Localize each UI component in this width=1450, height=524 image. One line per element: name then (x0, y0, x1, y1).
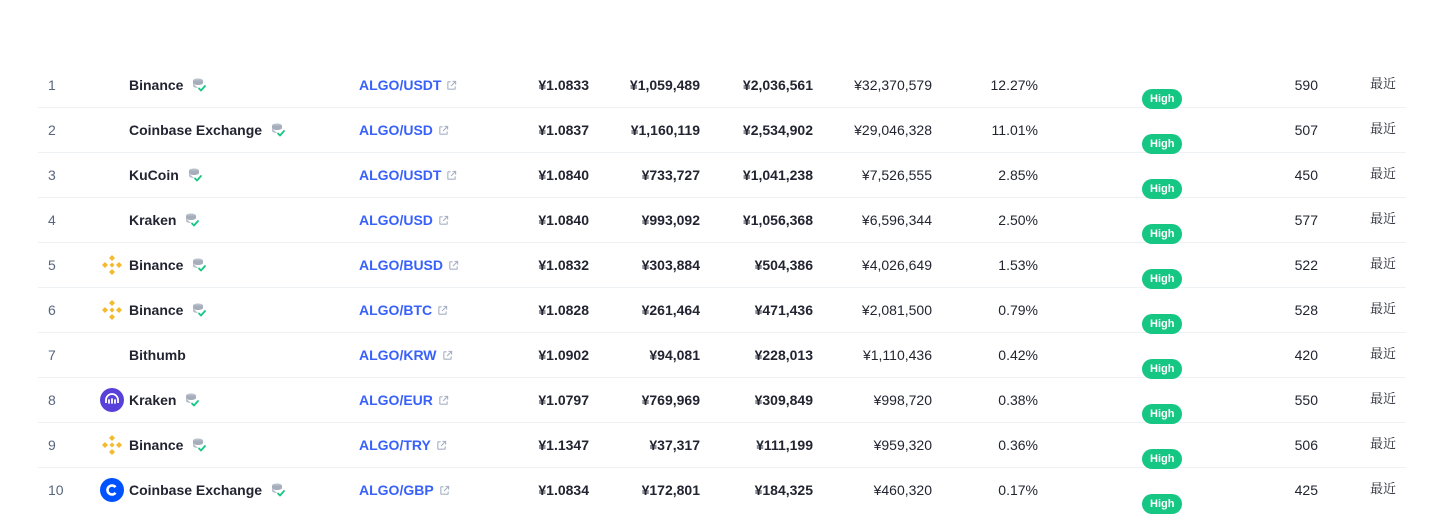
exchange-name[interactable] (129, 423, 207, 467)
table-row[interactable] (38, 423, 1406, 468)
pair-label[interactable]: ALGO/USD (359, 212, 433, 228)
confidence (1142, 210, 1182, 240)
pair-label[interactable]: ALGO/USDT (359, 167, 442, 183)
pair-link[interactable] (359, 243, 459, 287)
pair-link[interactable] (359, 153, 457, 197)
confidence-badge: High (1142, 359, 1182, 379)
depth-plus-2: ¥1,160,119 (630, 122, 700, 138)
liquidity-score: 550 (1294, 392, 1318, 408)
depth-minus-2: ¥471,436 (754, 302, 813, 318)
verified-reserves-icon[interactable] (191, 77, 207, 93)
confidence (1142, 345, 1182, 375)
table-row[interactable] (38, 378, 1406, 423)
price: ¥1.0832 (538, 257, 589, 273)
depth-minus-2: ¥504,386 (754, 257, 813, 273)
exchange-name[interactable] (129, 243, 207, 287)
exchange-name-label[interactable]: Binance (129, 257, 184, 273)
price: ¥1.0840 (538, 167, 589, 183)
pair-link[interactable] (359, 108, 449, 152)
exchange-name-label[interactable]: KuCoin (129, 167, 179, 183)
pair-label[interactable]: ALGO/GBP (359, 482, 434, 498)
updated: 最近 (1369, 167, 1396, 182)
rank-number: 7 (48, 347, 56, 363)
exchange-name[interactable] (129, 198, 200, 242)
volume: ¥6,596,344 (861, 212, 932, 228)
depth-minus-2: ¥2,534,902 (742, 122, 813, 138)
confidence (1142, 435, 1182, 465)
rank-number: 4 (48, 212, 56, 228)
table-row[interactable] (38, 63, 1406, 108)
rank-number: 5 (48, 257, 56, 273)
pair-label[interactable]: ALGO/BUSD (359, 257, 443, 273)
verified-reserves-icon[interactable] (270, 482, 286, 498)
confidence-badge: High (1142, 134, 1182, 154)
rank-number: 9 (48, 437, 56, 453)
exchange-name[interactable] (129, 153, 203, 197)
verified-reserves-icon[interactable] (191, 437, 207, 453)
confidence (1142, 300, 1182, 330)
confidence-badge: High (1142, 314, 1182, 334)
volume-share: 0.17% (998, 482, 1038, 498)
depth-minus-2: ¥1,056,368 (742, 212, 813, 228)
updated: 最近 (1369, 347, 1396, 362)
volume: ¥959,320 (873, 437, 932, 453)
table-row[interactable] (38, 243, 1406, 288)
liquidity-score: 577 (1294, 212, 1318, 228)
verified-reserves-icon[interactable] (191, 302, 207, 318)
depth-plus-2: ¥94,081 (649, 347, 700, 363)
pair-label[interactable]: ALGO/TRY (359, 437, 431, 453)
price: ¥1.0828 (538, 302, 589, 318)
pair-link[interactable] (359, 333, 453, 377)
volume-share: 11.01% (991, 122, 1038, 138)
volume-share: 2.50% (998, 212, 1038, 228)
verified-reserves-icon[interactable] (184, 212, 200, 228)
pair-link[interactable] (359, 198, 449, 242)
pair-label[interactable]: ALGO/KRW (359, 347, 437, 363)
confidence-badge: High (1142, 494, 1182, 514)
volume: ¥2,081,500 (861, 302, 932, 318)
price: ¥1.0837 (538, 122, 589, 138)
rank-number: 1 (48, 77, 56, 93)
exchange-name-label[interactable]: Binance (129, 437, 184, 453)
external-link-icon[interactable] (438, 395, 449, 406)
price: ¥1.0840 (538, 212, 589, 228)
confidence-badge: High (1142, 224, 1182, 244)
exchange-name-label[interactable]: Bithumb (129, 347, 186, 363)
external-link-icon[interactable] (448, 260, 459, 271)
external-link-icon[interactable] (446, 170, 457, 181)
external-link-icon[interactable] (446, 80, 457, 91)
exchange-name[interactable] (129, 468, 286, 512)
updated: 最近 (1369, 122, 1396, 137)
depth-plus-2: ¥733,727 (641, 167, 700, 183)
table-row[interactable] (38, 153, 1406, 198)
depth-plus-2: ¥37,317 (649, 437, 700, 453)
confidence (1142, 390, 1182, 420)
verified-reserves-icon[interactable] (191, 257, 207, 273)
volume-share: 0.36% (998, 437, 1038, 453)
volume-share: 0.38% (998, 392, 1038, 408)
depth-minus-2: ¥1,041,238 (742, 167, 813, 183)
confidence (1142, 120, 1182, 150)
liquidity-score: 420 (1294, 347, 1318, 363)
price: ¥1.0902 (538, 347, 589, 363)
markets-table (38, 63, 1406, 512)
depth-plus-2: ¥769,969 (641, 392, 700, 408)
price: ¥1.0833 (538, 77, 589, 93)
depth-minus-2: ¥228,013 (754, 347, 813, 363)
table-row[interactable] (38, 288, 1406, 333)
confidence-badge: High (1142, 404, 1182, 424)
updated: 最近 (1369, 437, 1396, 452)
pair-label[interactable]: ALGO/USDT (359, 77, 442, 93)
volume: ¥32,370,579 (854, 77, 932, 93)
exchange-name-label[interactable]: Binance (129, 77, 184, 93)
exchange-name[interactable] (129, 63, 207, 107)
price: ¥1.0834 (538, 482, 589, 498)
liquidity-score: 450 (1294, 167, 1318, 183)
table-row[interactable] (38, 108, 1406, 153)
updated: 最近 (1369, 257, 1396, 272)
exchange-name-label[interactable]: Coinbase Exchange (129, 482, 263, 498)
verified-reserves-icon[interactable] (184, 392, 200, 408)
binance-logo-icon (100, 433, 124, 457)
confidence-badge: High (1142, 449, 1182, 469)
depth-plus-2: ¥172,801 (641, 482, 700, 498)
rank-number: 2 (48, 122, 56, 138)
volume: ¥7,526,555 (861, 167, 932, 183)
exchange-name-label[interactable]: Binance (129, 302, 184, 318)
rank-number: 8 (48, 392, 56, 408)
rank-number: 6 (48, 302, 56, 318)
exchange-name-label[interactable]: Kraken (129, 392, 177, 408)
depth-minus-2: ¥309,849 (754, 392, 813, 408)
verified-reserves-icon[interactable] (187, 167, 203, 183)
depth-minus-2: ¥184,325 (754, 482, 813, 498)
table-row[interactable] (38, 198, 1406, 243)
depth-plus-2: ¥993,092 (641, 212, 700, 228)
kraken-logo-icon (100, 388, 124, 412)
binance-logo-icon (100, 253, 124, 277)
pair-label[interactable]: ALGO/USD (359, 122, 433, 138)
liquidity-score: 528 (1294, 302, 1318, 318)
external-link-icon[interactable] (436, 440, 447, 451)
external-link-icon[interactable] (438, 125, 449, 136)
exchange-name-label[interactable]: Coinbase Exchange (129, 122, 263, 138)
coinbase-logo-icon (100, 478, 124, 502)
depth-plus-2: ¥1,059,489 (629, 77, 700, 93)
updated: 最近 (1369, 77, 1396, 92)
depth-plus-2: ¥303,884 (641, 257, 700, 273)
confidence-badge: High (1142, 179, 1182, 199)
confidence (1142, 255, 1182, 285)
exchange-name[interactable] (129, 333, 186, 377)
pair-link[interactable] (359, 423, 447, 467)
liquidity-score: 590 (1294, 77, 1318, 93)
volume-share: 2.85% (998, 167, 1038, 183)
confidence-badge: High (1142, 269, 1182, 289)
pair-link[interactable] (359, 288, 448, 332)
pair-label[interactable]: ALGO/BTC (359, 302, 433, 318)
binance-logo-icon (100, 298, 124, 322)
updated: 最近 (1369, 392, 1396, 407)
confidence (1142, 480, 1182, 510)
external-link-icon[interactable] (439, 485, 450, 496)
volume: ¥29,046,328 (854, 122, 932, 138)
exchange-name[interactable] (129, 288, 207, 332)
volume-share: 0.79% (998, 302, 1038, 318)
pair-link[interactable] (359, 468, 450, 512)
table-row[interactable] (38, 333, 1406, 378)
confidence (1142, 165, 1182, 195)
depth-minus-2: ¥2,036,561 (742, 77, 813, 93)
pair-link[interactable] (359, 378, 449, 422)
exchange-name-label[interactable]: Kraken (129, 212, 177, 228)
volume: ¥1,110,436 (862, 347, 932, 363)
price: ¥1.1347 (538, 437, 589, 453)
volume: ¥998,720 (873, 392, 932, 408)
exchange-name[interactable] (129, 108, 286, 152)
liquidity-score: 507 (1294, 122, 1318, 138)
liquidity-score: 425 (1294, 482, 1318, 498)
rank-number: 10 (48, 482, 64, 498)
updated: 最近 (1369, 482, 1396, 497)
external-link-icon[interactable] (442, 350, 453, 361)
depth-plus-2: ¥261,464 (641, 302, 700, 318)
updated: 最近 (1369, 302, 1396, 317)
pair-label[interactable]: ALGO/EUR (359, 392, 433, 408)
pair-link[interactable] (359, 63, 457, 107)
confidence-badge: High (1142, 89, 1182, 109)
updated: 最近 (1369, 212, 1396, 227)
exchange-name[interactable] (129, 378, 200, 422)
volume-share: 0.42% (998, 347, 1038, 363)
liquidity-score: 506 (1294, 437, 1318, 453)
volume-share: 1.53% (998, 257, 1038, 273)
volume-share: 12.27% (990, 77, 1038, 93)
volume: ¥460,320 (873, 482, 932, 498)
external-link-icon[interactable] (438, 215, 449, 226)
external-link-icon[interactable] (437, 305, 448, 316)
rank-number: 3 (48, 167, 56, 183)
price: ¥1.0797 (538, 392, 589, 408)
confidence (1142, 75, 1182, 105)
volume: ¥4,026,649 (861, 257, 932, 273)
depth-minus-2: ¥111,199 (756, 437, 813, 453)
liquidity-score: 522 (1294, 257, 1318, 273)
verified-reserves-icon[interactable] (270, 122, 286, 138)
table-row[interactable] (38, 468, 1406, 512)
